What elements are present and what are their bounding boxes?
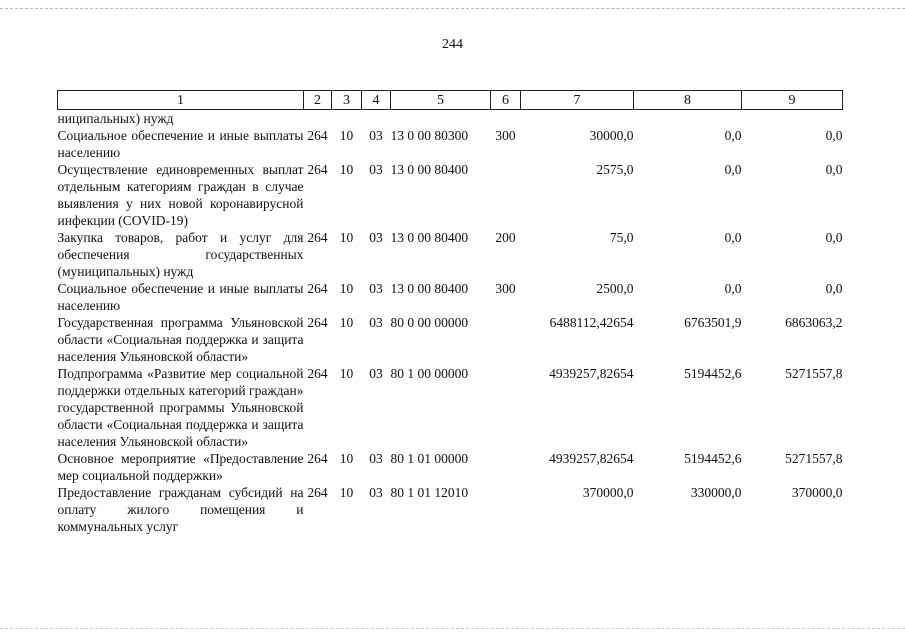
header-col-3: 3: [332, 91, 362, 110]
cell-subsection: 03: [369, 366, 383, 381]
cell-expense-type: 300: [495, 281, 516, 296]
cell-name: Государственная программа Ульяновской области «Социальная поддержка и защита населения Ульяновской области»: [57, 315, 304, 364]
cell-amount-col7: 30000,0: [589, 128, 634, 143]
cell-grbs: 264: [307, 366, 328, 381]
cell-expense-type: [491, 484, 521, 535]
cell-target-article: 13 0 00 80400: [390, 230, 469, 245]
table-row: [58, 484, 843, 535]
cell-amount-col8: 6763501,9: [684, 315, 742, 330]
cell-amount-col8: 5194452,6: [684, 366, 742, 381]
header-col-9: 9: [742, 91, 843, 110]
cell-expense-type: [491, 161, 521, 229]
header-col-1: 1: [58, 91, 304, 110]
cell-amount-col8: 330000,0: [690, 485, 742, 500]
cell-name: Социальное обеспечение и иные выплаты населению: [57, 281, 304, 313]
header-col-6: 6: [491, 91, 521, 110]
cell-expense-type: [491, 450, 521, 484]
cell-amount-col7: 75,0: [609, 230, 634, 245]
cell-section: 10: [339, 281, 354, 296]
table-row: [58, 229, 843, 280]
cell-amount-col8: 5194452,6: [684, 451, 742, 466]
cell-grbs: [304, 110, 332, 128]
cell-section: [332, 110, 362, 128]
cell-target-article: 80 0 00 00000: [390, 315, 469, 330]
table-row: [58, 280, 843, 314]
cell-section: 10: [339, 128, 354, 143]
cell-amount-col7: 6488112,42654: [549, 315, 634, 330]
cell-amount-col8: 0,0: [724, 162, 742, 177]
table-body: [58, 110, 843, 536]
cell-subsection: 03: [369, 451, 383, 466]
cell-section: 10: [339, 230, 354, 245]
cell-amount-col8: [634, 110, 742, 128]
cell-amount-col8: 0,0: [724, 230, 742, 245]
cell-target-article: [391, 110, 491, 128]
cell-amount-col8: 0,0: [724, 281, 742, 296]
cell-subsection: 03: [369, 281, 383, 296]
header-col-4: 4: [362, 91, 391, 110]
top-scan-border: [0, 8, 905, 9]
table-row: [58, 314, 843, 365]
cell-grbs: 264: [307, 485, 328, 500]
cell-amount-col7: 2500,0: [596, 281, 634, 296]
cell-name: Осуществление единовременных выплат отдельным категориям граждан в случае выявления у них новой коронавирусной инфекции (COVID-19): [57, 162, 304, 228]
cell-section: 10: [339, 315, 354, 330]
cell-name: Предоставление гражданам субсидий на оплату жилого помещения и коммунальных услуг: [57, 485, 304, 534]
table-row: [58, 110, 843, 128]
header-row: [58, 91, 843, 110]
cell-target-article: 80 1 01 12010: [390, 485, 469, 500]
budget-table: [57, 90, 843, 535]
cell-section: 10: [339, 162, 354, 177]
cell-amount-col7: 370000,0: [582, 485, 634, 500]
cell-amount-col7: 4939257,82654: [549, 451, 634, 466]
cell-subsection: [362, 110, 391, 128]
cell-amount-col9: 370000,0: [791, 485, 843, 500]
cell-section: 10: [339, 366, 354, 381]
cell-subsection: 03: [369, 230, 383, 245]
cell-target-article: 13 0 00 80400: [390, 281, 469, 296]
cell-expense-type: 200: [495, 230, 516, 245]
cell-grbs: 264: [307, 162, 328, 177]
cell-amount-col9: [742, 110, 843, 128]
cell-name: Социальное обеспечение и иные выплаты населению: [57, 128, 304, 160]
cell-subsection: 03: [369, 315, 383, 330]
cell-amount-col7: 4939257,82654: [549, 366, 634, 381]
cell-amount-col9: 6863063,2: [785, 315, 843, 330]
cell-name: Подпрограмма «Развитие мер социальной поддержки отдельных категорий граждан» государственной программы Ульяновской области «Социальная поддержка и защита населения Ульяновской области»: [57, 366, 304, 449]
cell-amount-col9: 0,0: [825, 162, 843, 177]
cell-subsection: 03: [369, 128, 383, 143]
table-row: [58, 161, 843, 229]
cell-target-article: 13 0 00 80400: [390, 162, 469, 177]
cell-amount-col7: 2575,0: [596, 162, 634, 177]
cell-amount-col9: 0,0: [825, 281, 843, 296]
cell-name: ниципальных) нужд: [57, 111, 174, 126]
cell-amount-col7: [521, 110, 634, 128]
table-row: [58, 365, 843, 450]
cell-amount-col9: 0,0: [825, 128, 843, 143]
cell-expense-type: 300: [495, 128, 516, 143]
cell-expense-type: [491, 365, 521, 450]
cell-grbs: 264: [307, 281, 328, 296]
cell-expense-type: [491, 314, 521, 365]
table-row: [58, 127, 843, 161]
cell-section: 10: [339, 451, 354, 466]
cell-name: Основное мероприятие «Предоставление мер социальной поддержки»: [57, 451, 304, 483]
cell-target-article: 80 1 01 00000: [390, 451, 469, 466]
cell-grbs: 264: [307, 230, 328, 245]
cell-amount-col8: 0,0: [724, 128, 742, 143]
cell-section: 10: [339, 485, 354, 500]
cell-expense-type: [491, 110, 521, 128]
bottom-scan-border: [0, 628, 905, 629]
cell-amount-col9: 5271557,8: [785, 366, 843, 381]
cell-name: Закупка товаров, работ и услуг для обеспечения государственных (муниципальных) нужд: [57, 230, 304, 279]
cell-subsection: 03: [369, 162, 383, 177]
cell-subsection: 03: [369, 485, 383, 500]
cell-grbs: 264: [307, 128, 328, 143]
cell-amount-col9: 0,0: [825, 230, 843, 245]
cell-grbs: 264: [307, 315, 328, 330]
cell-amount-col9: 5271557,8: [785, 451, 843, 466]
table-row: [58, 450, 843, 484]
header-col-8: 8: [634, 91, 742, 110]
header-col-2: 2: [304, 91, 332, 110]
header-col-5: 5: [391, 91, 491, 110]
cell-target-article: 80 1 00 00000: [390, 366, 469, 381]
cell-grbs: 264: [307, 451, 328, 466]
header-col-7: 7: [521, 91, 634, 110]
page-number: 244: [442, 37, 463, 52]
cell-target-article: 13 0 00 80300: [390, 128, 469, 143]
